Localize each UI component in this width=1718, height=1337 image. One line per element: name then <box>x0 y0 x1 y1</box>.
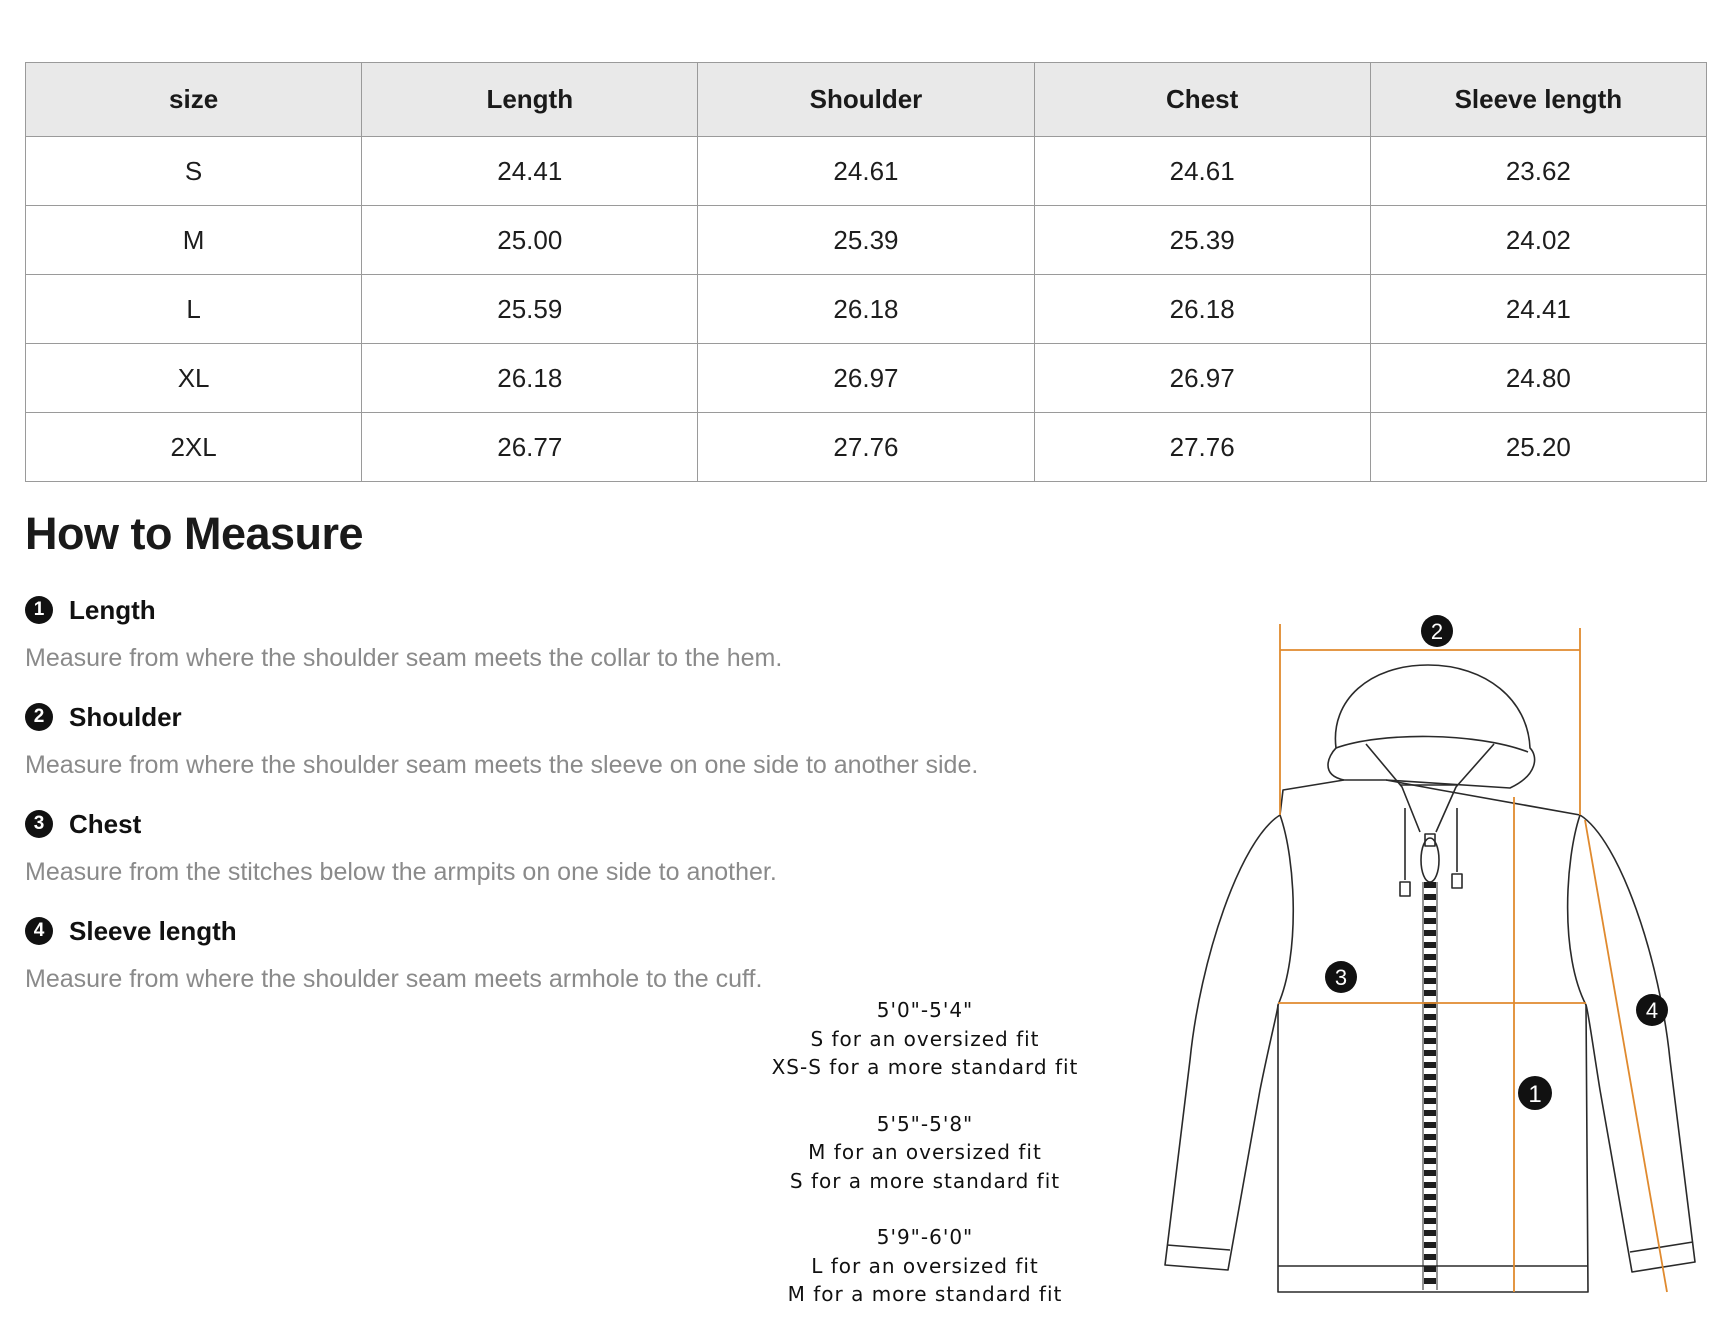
table-cell: 23.62 <box>1370 137 1706 206</box>
table-cell: 25.59 <box>362 275 698 344</box>
fit-height-range: 5'5"-5'8" <box>876 1111 974 1136</box>
table-cell: 26.97 <box>1034 344 1370 413</box>
table-cell: 24.80 <box>1370 344 1706 413</box>
step-label: Chest <box>69 808 142 839</box>
zipper-pull <box>1421 838 1439 882</box>
sleeve-measure-line <box>1585 820 1667 1292</box>
fit-height-range: 5'0"-5'4" <box>876 998 974 1022</box>
left-sleeve-outline <box>1165 815 1280 1270</box>
fit-group <box>760 1223 1090 1309</box>
fit-guide <box>760 996 1090 1337</box>
how-to-measure-title: How to Measure <box>25 508 364 559</box>
table-cell: 25.00 <box>362 206 698 275</box>
hood-inner-left <box>1366 744 1420 832</box>
hoodie-measurement-diagram <box>1150 615 1710 1305</box>
step-label: Shoulder <box>69 701 182 732</box>
header-shoulder: Shoulder <box>698 63 1034 137</box>
table-cell: 27.76 <box>1034 413 1370 482</box>
table-row <box>26 206 1707 275</box>
badge-2-label: 2 <box>1430 619 1444 644</box>
fit-group <box>760 1110 1090 1196</box>
step-description: Measure from the stitches below the armpits on one side to another. <box>25 858 777 886</box>
header-size: size <box>26 63 362 137</box>
right-cuff-line <box>1630 1242 1693 1252</box>
fit-height-range: 5'9"-6'0" <box>876 1225 974 1249</box>
fit-oversized: S for an oversized fit <box>810 1026 1040 1051</box>
table-cell: 24.61 <box>1034 137 1370 206</box>
fit-standard: M for a more standard fit <box>787 1282 1063 1306</box>
measure-step-chest <box>25 807 1105 887</box>
hoodie-diagram-svg <box>1150 615 1710 1305</box>
step-label: Sleeve length <box>69 915 237 946</box>
table-row <box>26 344 1707 413</box>
table-cell: 27.76 <box>698 413 1034 482</box>
step-head <box>25 914 1105 948</box>
fit-group <box>760 996 1090 1082</box>
drawstring-left-tip <box>1400 882 1410 896</box>
step-head <box>25 807 1105 841</box>
table-cell: XL <box>26 344 362 413</box>
table-cell: 25.39 <box>1034 206 1370 275</box>
fit-standard: XS-S for a more standard fit <box>771 1055 1079 1079</box>
hood-inner-right <box>1436 744 1494 832</box>
drawstring-right-tip <box>1452 874 1462 888</box>
header-length: Length <box>362 63 698 137</box>
table-cell: 26.18 <box>1034 275 1370 344</box>
step-head <box>25 593 1105 627</box>
fit-standard: S for a more standard fit <box>789 1168 1061 1193</box>
step-description: Measure from where the shoulder seam meets the sleeve on one side to another side. <box>25 751 979 779</box>
fit-oversized: M for an oversized fit <box>808 1140 1042 1164</box>
number-1-badge-icon: 1 <box>25 596 53 624</box>
fit-oversized: L for an oversized fit <box>811 1253 1039 1278</box>
step-label: Length <box>69 594 156 625</box>
step-head <box>25 700 1105 734</box>
table-cell: 24.02 <box>1370 206 1706 275</box>
table-cell: S <box>26 137 362 206</box>
table-cell: 25.39 <box>698 206 1034 275</box>
hood-outline <box>1328 665 1535 788</box>
table-row <box>26 137 1707 206</box>
measure-step-length <box>25 593 1105 673</box>
right-sleeve-outline <box>1580 815 1695 1272</box>
table-cell: L <box>26 275 362 344</box>
table-cell: M <box>26 206 362 275</box>
table-cell: 26.18 <box>362 344 698 413</box>
hoodie-body-outline <box>1278 780 1588 1292</box>
badge-3-label: 3 <box>1334 965 1348 990</box>
table-cell: 24.41 <box>1370 275 1706 344</box>
hood-opening <box>1336 736 1528 752</box>
header-chest: Chest <box>1034 63 1370 137</box>
table-cell: 2XL <box>26 413 362 482</box>
number-2-badge-icon: 2 <box>25 703 53 731</box>
number-4-badge-icon: 4 <box>25 917 53 945</box>
table-row <box>26 275 1707 344</box>
measure-step-sleeve-length <box>25 914 1105 994</box>
step-description: Measure from where the shoulder seam meets armhole to the cuff. <box>25 965 763 993</box>
header-sleeve-length: Sleeve length <box>1370 63 1706 137</box>
table-cell: 26.18 <box>698 275 1034 344</box>
table-cell: 25.20 <box>1370 413 1706 482</box>
table-cell: 24.41 <box>362 137 698 206</box>
left-cuff-line <box>1167 1245 1230 1250</box>
step-description: Measure from where the shoulder seam meets the collar to the hem. <box>25 644 783 672</box>
size-chart-table <box>25 62 1707 482</box>
number-3-badge-icon: 3 <box>25 810 53 838</box>
table-cell: 26.97 <box>698 344 1034 413</box>
table-row <box>26 413 1707 482</box>
table-header-row <box>26 63 1707 137</box>
badge-1-label: 1 <box>1528 1081 1542 1108</box>
table-cell: 24.61 <box>698 137 1034 206</box>
measure-step-shoulder <box>25 700 1105 780</box>
table-cell: 26.77 <box>362 413 698 482</box>
badge-4-label: 4 <box>1645 998 1659 1023</box>
